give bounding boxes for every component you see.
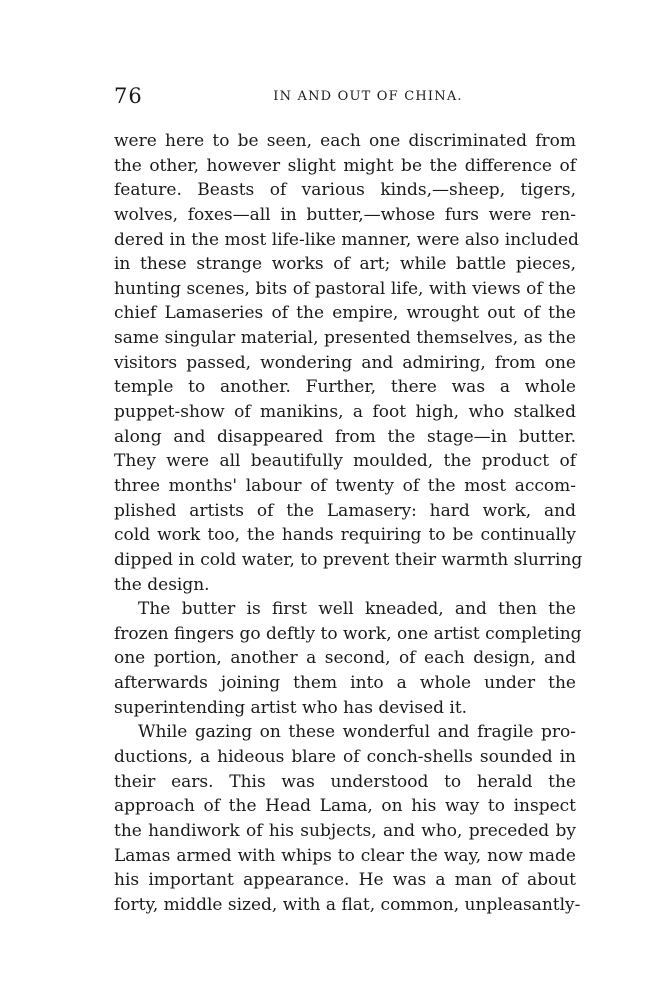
running-title: IN AND OUT OF CHINA. [273,89,463,104]
text-line: frozen fingers go deftly to work, one artist completing [114,623,582,644]
text-line: temple to another. Further, there was a whole [114,377,576,398]
text-line: in these strange works of art; while battle pieces, [114,254,576,275]
page-header [114,84,576,114]
text-line: along and disappeared from the stage—in butter. [114,426,576,447]
page-number: 76 [114,84,143,108]
text-line: ductions, a hideous blare of conch-shells sounded in [114,747,576,768]
paragraph [114,720,581,917]
text-line: the handiwork of his subjects, and who, preceded by [114,820,576,841]
text-line: feature. Beasts of various kinds,—sheep, tigers, [114,180,576,201]
text-line: same singular material, presented themselves, as the [114,328,576,349]
text-line: afterwards joining them into a whole under the [114,673,576,694]
text-line: While gazing on these wonderful and fragile pro- [138,722,576,743]
text-line: forty, middle sized, with a flat, common, unpleasantly- [114,894,581,915]
paragraph [114,597,582,720]
text-line: the other, however slight might be the difference of [114,155,576,176]
text-line: dipped in cold water, to prevent their warmth slurring [114,549,583,570]
text-line: wolves, foxes—all in butter,—whose furs were ren- [114,204,576,225]
text-line: the design. [114,574,210,595]
text-line: visitors passed, wondering and admiring, from one [114,352,576,373]
text-line: approach of the Head Lama, on his way to inspect [114,796,576,817]
text-line: The butter is first well kneaded, and then the [138,599,576,620]
text-line: three months' labour of twenty of the most accom- [114,475,576,496]
text-line: plished artists of the Lamasery: hard work, and [114,500,576,521]
text-line: his important appearance. He was a man of about [114,870,576,891]
body-text [114,129,583,918]
text-line: They were all beautifully moulded, the product of [114,451,576,472]
text-line: one portion, another a second, of each design, and [114,648,576,669]
text-line: puppet-show of manikins, a foot high, who stalked [114,402,576,423]
text-line: were here to be seen, each one discriminated from [114,131,576,151]
text-line: Lamas armed with whips to clear the way, now made [114,845,576,866]
text-line: cold work too, the hands requiring to be continually [114,525,576,546]
paragraph [114,129,583,597]
text-line: dered in the most life-like manner, were also included [114,229,579,250]
text-line: their ears. This was understood to herald the [114,771,576,792]
text-line: hunting scenes, bits of pastoral life, with views of the [114,278,576,299]
text-line: chief Lamaseries of the empire, wrought out of the [114,303,576,324]
text-line: superintending artist who has devised it. [114,697,468,718]
